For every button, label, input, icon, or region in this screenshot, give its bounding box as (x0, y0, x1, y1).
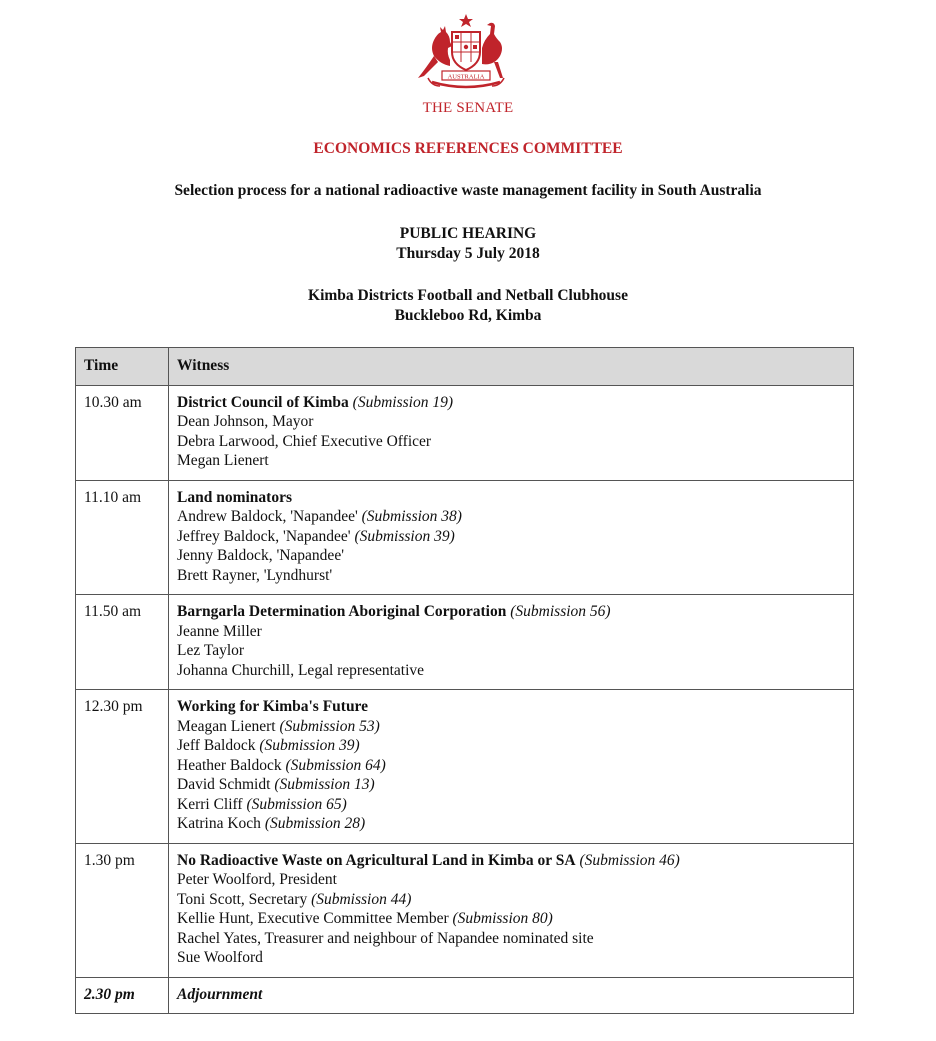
submission-ref: (Submission 13) (274, 776, 375, 793)
witness-line (177, 622, 845, 642)
session-witnesses (169, 843, 854, 977)
session-time: 11.10 am (76, 480, 169, 595)
witness-line (177, 909, 845, 929)
submission-ref: (Submission 38) (361, 508, 462, 525)
witness-name: Dean Johnson, Mayor (177, 413, 314, 430)
submission-ref: (Submission 44) (311, 890, 412, 908)
witness-name: Jeffrey Baldock, 'Napandee' (177, 527, 351, 545)
column-header-witness: Witness (169, 348, 854, 386)
adjournment-time: 2.30 pm (76, 977, 169, 1014)
witness-name: Katrina Koch (177, 815, 261, 832)
submission-ref: (Submission 28) (264, 815, 366, 832)
witness-name: Johanna Churchill, Legal representative (177, 661, 425, 679)
witness-line (177, 870, 845, 890)
committee-title: ECONOMICS REFERENCES COMMITTEE (313, 140, 623, 157)
witness-name: Jenny Baldock, 'Napandee' (177, 547, 344, 564)
hearing-date: Thursday 5 July 2018 (396, 245, 540, 262)
witness-name: Toni Scott, Secretary (177, 890, 308, 908)
witness-name: Kellie Hunt, Executive Committee Member (177, 910, 449, 927)
witness-line (177, 814, 845, 834)
witness-line (177, 929, 845, 949)
table-row (76, 595, 854, 690)
witness-line (177, 661, 845, 681)
witness-line (177, 717, 845, 737)
table-row (76, 690, 854, 844)
witness-name: Andrew Baldock, 'Napandee' (177, 508, 358, 525)
witness-line (177, 546, 845, 566)
organisation-line (177, 602, 845, 622)
hearing-schedule-table (75, 347, 854, 1014)
table-row (76, 480, 854, 595)
witness-name: Jeanne Miller (177, 622, 262, 640)
submission-ref: (Submission 56) (510, 603, 611, 620)
adjournment-label: Adjournment (169, 977, 854, 1014)
column-header-time: Time (76, 348, 169, 386)
venue-address: Buckleboo Rd, Kimba (394, 307, 542, 324)
witness-name: Heather Baldock (177, 756, 282, 774)
senate-title: THE SENATE (422, 100, 514, 116)
submission-ref: (Submission 64) (285, 756, 386, 774)
hearing-heading (0, 224, 936, 264)
inquiry-title: Selection process for a national radioactive waste management facility in South Australia (174, 182, 762, 199)
session-witnesses (169, 385, 854, 480)
witness-name: Rachel Yates, Treasurer and neighbour of Napandee nominated site (177, 929, 594, 947)
witness-line (177, 775, 845, 795)
witness-line (177, 795, 845, 815)
table-row (76, 843, 854, 977)
witness-line (177, 412, 845, 432)
organisation-name: Working for Kimba's Future (177, 698, 369, 715)
witness-name: Peter Woolford, President (177, 871, 337, 888)
submission-ref: (Submission 53) (279, 717, 380, 735)
witness-name: Debra Larwood, Chief Executive Officer (177, 432, 432, 450)
submission-ref: (Submission 39) (354, 527, 455, 545)
submission-ref: (Submission 19) (352, 393, 453, 411)
witness-line (177, 566, 845, 586)
hearing-title: PUBLIC HEARING (399, 225, 537, 242)
schedule-body (76, 385, 854, 1014)
organisation-name: District Council of Kimba (177, 393, 349, 411)
table-header-row (76, 348, 854, 386)
organisation-name: Barngarla Determination Aboriginal Corporation (177, 603, 507, 620)
witness-name: Meagan Lienert (177, 717, 276, 735)
witness-name: Brett Rayner, 'Lyndhurst' (177, 566, 333, 584)
witness-name: Lez Taylor (177, 642, 245, 659)
commonwealth-coat-of-arms-icon (410, 12, 522, 92)
organisation-name: No Radioactive Waste on Agricultural Land in Kimba or SA (177, 851, 576, 869)
organisation-line (177, 851, 845, 871)
witness-name: Kerri Cliff (177, 795, 243, 813)
session-witnesses (169, 480, 854, 595)
witness-line (177, 507, 845, 527)
table-row (76, 385, 854, 480)
witness-line (177, 527, 845, 547)
session-witnesses (169, 690, 854, 844)
witness-name: David Schmidt (177, 776, 271, 793)
session-time: 11.50 am (76, 595, 169, 690)
witness-line (177, 890, 845, 910)
svg-text:AUSTRALIA: AUSTRALIA (447, 73, 485, 81)
witness-name: Megan Lienert (177, 452, 269, 469)
submission-ref: (Submission 39) (259, 737, 360, 754)
witness-line (177, 948, 845, 968)
organisation-line (177, 697, 845, 717)
adjournment-row (76, 977, 854, 1014)
session-time: 1.30 pm (76, 843, 169, 977)
witness-line (177, 641, 845, 661)
witness-line (177, 756, 845, 776)
witness-name: Jeff Baldock (177, 737, 256, 754)
submission-ref: (Submission 80) (452, 910, 553, 927)
witness-name: Sue Woolford (177, 949, 263, 966)
organisation-line (177, 488, 845, 508)
organisation-name: Land nominators (177, 488, 292, 506)
submission-ref: (Submission 65) (246, 795, 347, 813)
witness-line (177, 451, 845, 471)
organisation-line (177, 393, 845, 413)
session-witnesses (169, 595, 854, 690)
session-time: 10.30 am (76, 385, 169, 480)
witness-line (177, 432, 845, 452)
submission-ref: (Submission 46) (579, 851, 680, 869)
witness-line (177, 736, 845, 756)
venue-heading (0, 286, 936, 326)
session-time: 12.30 pm (76, 690, 169, 844)
venue-name: Kimba Districts Football and Netball Clubhouse (308, 287, 628, 304)
